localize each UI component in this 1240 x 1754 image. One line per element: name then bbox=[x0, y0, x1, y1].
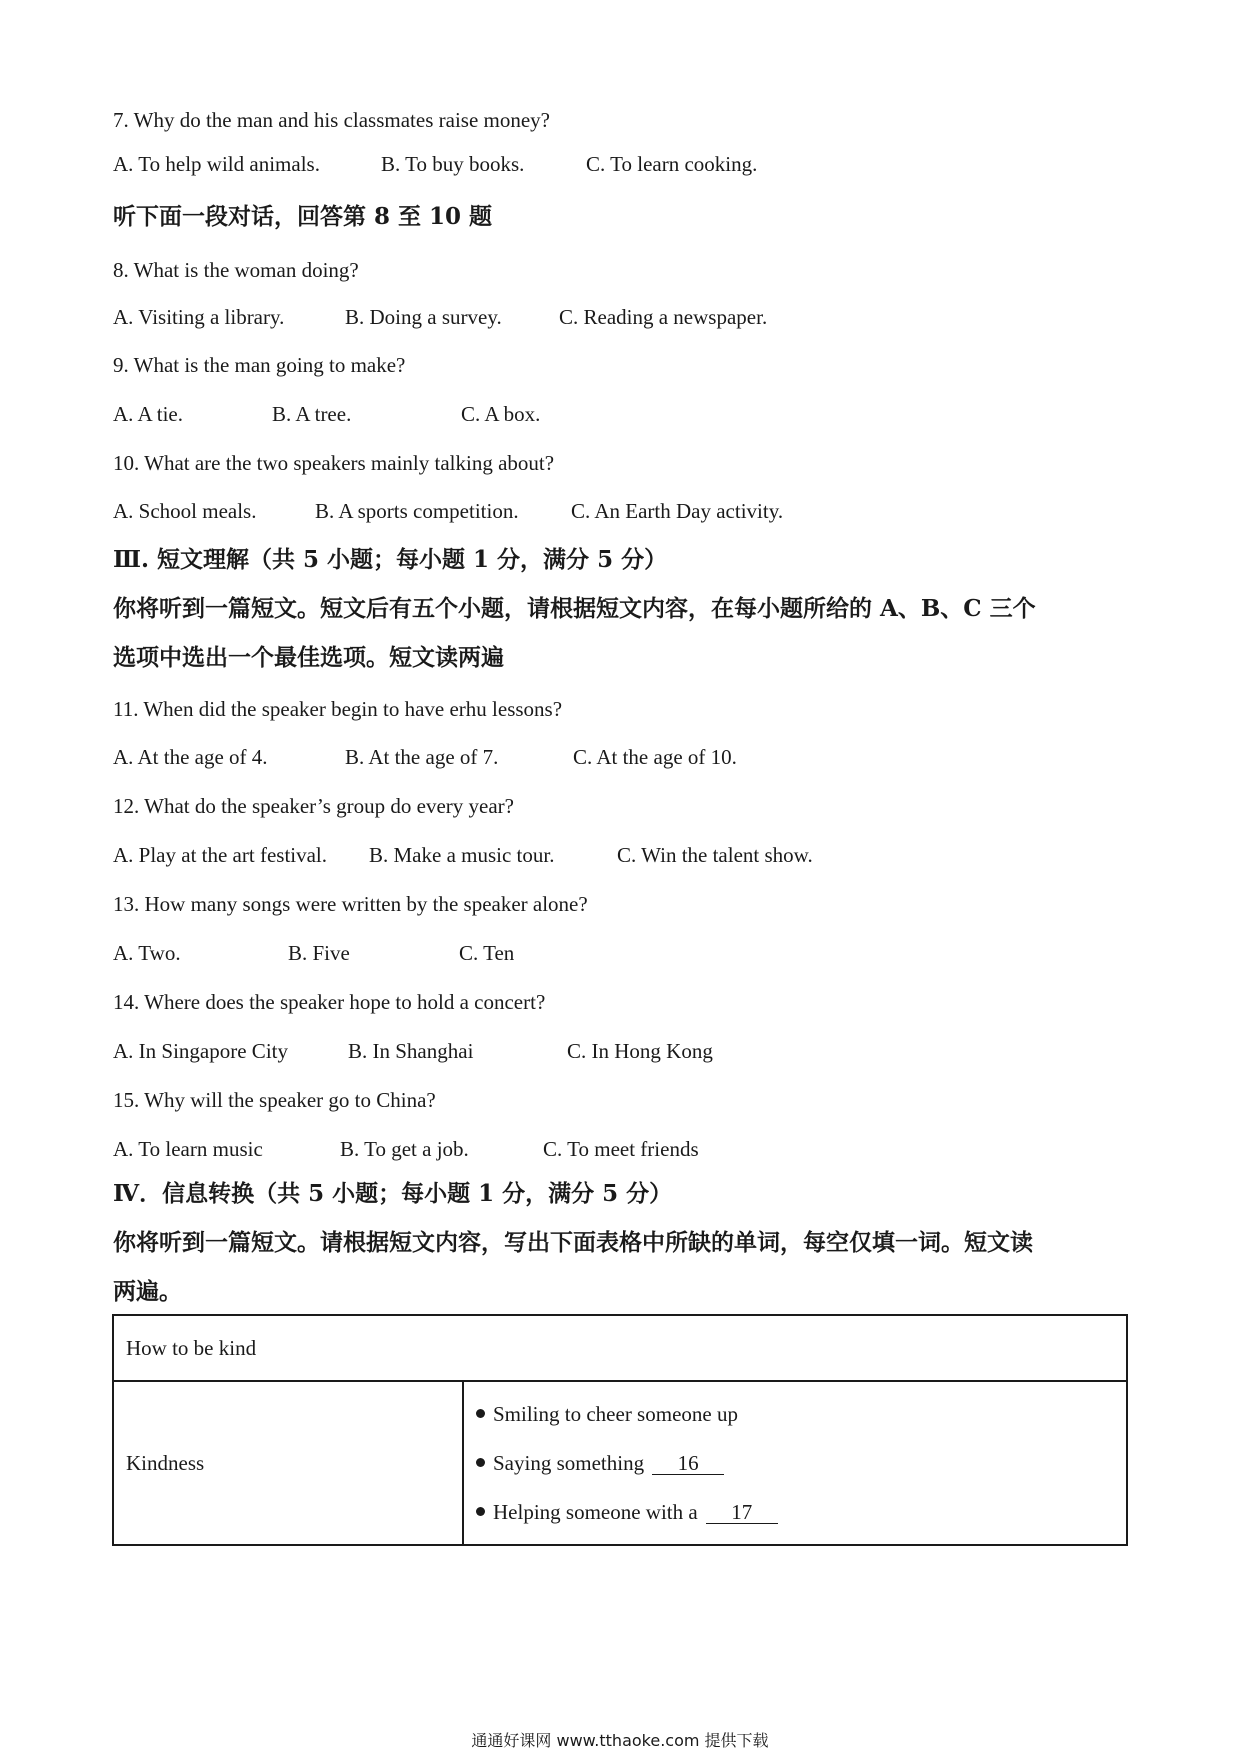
option-c: C. Reading a newspaper. bbox=[559, 305, 768, 329]
question-7: 7. Why do the man and his classmates raise money? bbox=[113, 108, 551, 132]
bullet-icon bbox=[476, 1507, 485, 1516]
option-a: A. Two. bbox=[113, 941, 181, 965]
bullet-item: Saying something 16 bbox=[476, 1439, 1114, 1488]
section-4-instruction-2: 两遍。 bbox=[113, 1278, 182, 1305]
section-4-instruction-1: 你将听到一篇短文。请根据短文内容，写出下面表格中所缺的单词，每空仅填一词。短文读 bbox=[113, 1229, 1033, 1256]
info-table bbox=[112, 1314, 1128, 1546]
option-a: A. Play at the art festival. bbox=[113, 843, 328, 867]
option-a: A. To learn music bbox=[113, 1137, 263, 1161]
question-11: 11. When did the speaker begin to have erhu lessons? bbox=[113, 697, 563, 721]
option-c: C. To learn cooking. bbox=[586, 152, 758, 176]
option-c: C. At the age of 10. bbox=[573, 745, 737, 769]
option-b: B. At the age of 7. bbox=[345, 745, 499, 769]
footer-credit: 通通好课网 www.tthaoke.com 提供下载 bbox=[471, 1731, 769, 1750]
option-a: A. A tie. bbox=[113, 402, 184, 426]
bullet-icon bbox=[476, 1409, 485, 1418]
option-b: B. A tree. bbox=[272, 402, 352, 426]
option-b: B. In Shanghai bbox=[348, 1039, 474, 1063]
answer-blank-16[interactable]: 16 bbox=[652, 1452, 724, 1475]
answer-blank-17[interactable]: 17 bbox=[706, 1501, 778, 1524]
question-15: 15. Why will the speaker go to China? bbox=[113, 1088, 436, 1112]
option-c: C. To meet friends bbox=[543, 1137, 699, 1161]
option-b: B. To buy books. bbox=[381, 152, 525, 176]
option-c: C. A box. bbox=[461, 402, 541, 426]
section-4-title: Ⅳ．信息转换（共 5 小题；每小题 1 分，满分 5 分） bbox=[113, 1180, 673, 1207]
option-b: B. A sports competition. bbox=[315, 499, 519, 523]
question-12: 12. What do the speaker’s group do every year? bbox=[113, 794, 514, 818]
option-c: C. Win the talent show. bbox=[617, 843, 813, 867]
bullet-item: Helping someone with a 17 bbox=[476, 1488, 1114, 1537]
question-10: 10. What are the two speakers mainly talking about? bbox=[113, 451, 555, 475]
question-14: 14. Where does the speaker hope to hold a concert? bbox=[113, 990, 546, 1014]
option-a: A. To help wild animals. bbox=[113, 152, 320, 176]
option-b: B. Five bbox=[288, 941, 350, 965]
option-b: B. To get a job. bbox=[340, 1137, 469, 1161]
bullet-item: Smiling to cheer someone up bbox=[476, 1390, 1114, 1439]
bullet-list bbox=[463, 1381, 1127, 1545]
section-3-instruction-1: 你将听到一篇短文。短文后有五个小题，请根据短文内容，在每小题所给的 A、B、C 三个 bbox=[113, 595, 1036, 622]
option-c: C. Ten bbox=[459, 941, 515, 965]
question-9: 9. What is the man going to make? bbox=[113, 353, 406, 377]
dialog-intro: 听下面一段对话，回答第 8 至 10 题 bbox=[113, 203, 493, 230]
question-13: 13. How many songs were written by the speaker alone? bbox=[113, 892, 588, 916]
option-c: C. An Earth Day activity. bbox=[571, 499, 784, 523]
option-a: A. In Singapore City bbox=[113, 1039, 288, 1063]
option-b: B. Make a music tour. bbox=[369, 843, 555, 867]
section-3-title: Ⅲ. 短文理解（共 5 小题；每小题 1 分，满分 5 分） bbox=[113, 546, 668, 573]
section-3-instruction-2: 选项中选出一个最佳选项。短文读两遍 bbox=[113, 644, 504, 671]
table-header: How to be kind bbox=[113, 1315, 1127, 1381]
option-b: B. Doing a survey. bbox=[345, 305, 502, 329]
option-c: C. In Hong Kong bbox=[567, 1039, 713, 1063]
option-a: A. Visiting a library. bbox=[113, 305, 285, 329]
option-a: A. At the age of 4. bbox=[113, 745, 268, 769]
row-label: Kindness bbox=[113, 1381, 463, 1545]
question-8: 8. What is the woman doing? bbox=[113, 258, 359, 282]
bullet-icon bbox=[476, 1458, 485, 1467]
option-a: A. School meals. bbox=[113, 499, 257, 523]
